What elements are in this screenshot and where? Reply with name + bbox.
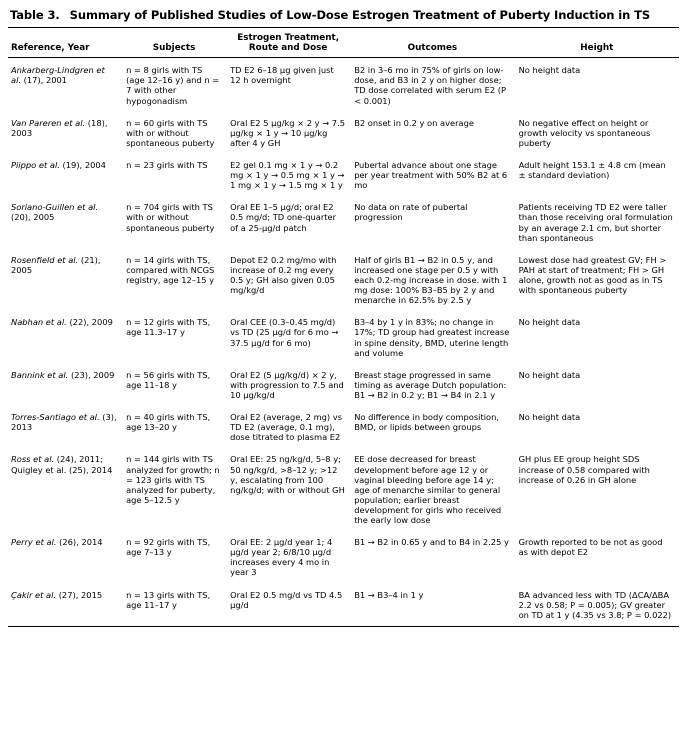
cell-reference — [8, 196, 122, 248]
reference-year: (20), 2005 — [11, 212, 55, 223]
column-header-reference: Reference, Year — [8, 28, 122, 58]
cell-outcomes: B3–4 by 1 y in 83%; no change in 17%; TD group had greatest increase in spine density, BMD, uterine length and volume — [354, 317, 510, 358]
cell-subjects: n = 13 girls with TS, age 11–17 y — [126, 589, 211, 610]
table-row — [8, 311, 679, 363]
cell-subjects: n = 23 girls with TS — [126, 159, 208, 170]
cell-height: GH plus EE group height SDS increase of 0.58 compared with increase of 0.26 in GH alone — [518, 454, 650, 485]
table-bottom-rule — [8, 626, 679, 627]
column-header-treatment-line1: Estrogen Treatment, — [237, 33, 340, 43]
table-row — [8, 531, 679, 583]
table-row — [8, 406, 679, 448]
cell-height: BA advanced less with TD (ΔCA/ΔBA 2.2 vs 0.58; P = 0.005); GV greater on TD at 1 y (4.35 vs 3.8; P = 0.022) — [518, 589, 672, 620]
cell-outcomes: B1 → B2 in 0.65 y and to B4 in 2.25 y — [354, 537, 509, 548]
cell-height: Patients receiving TD E2 were taller than those receiving oral formulation by an average 2.1 cm, but shorter than spontaneous — [518, 202, 673, 243]
table-row — [8, 196, 679, 248]
cell-treatment: TD E2 6–18 μg given just 12 h overnight — [230, 65, 334, 86]
cell-reference — [8, 58, 122, 112]
reference-authors: Torres-Santiago et al. — [11, 412, 100, 423]
reference-authors: Soriano-Guillen et al. — [11, 202, 99, 213]
reference-authors: Nabhan et al. — [11, 317, 67, 328]
cell-reference — [8, 584, 122, 626]
cell-treatment: Oral EE: 2 μg/d year 1; 4 μg/d year 2; 6/8/10 μg/d increases every 4 mo in year 3 — [230, 537, 333, 578]
cell-reference — [8, 364, 122, 406]
cell-subjects: n = 60 girls with TS with or without spontaneous puberty — [126, 117, 215, 148]
cell-reference — [8, 112, 122, 154]
reference-year: (22), 2009 — [66, 317, 113, 328]
cell-height: No height data — [518, 369, 581, 380]
cell-outcomes: EE dose decreased for breast development before age 12 y or vaginal bleeding before age 14 y; age of menarche similar to general population; earlier breast development for girls who received the early low dose — [354, 454, 502, 526]
cell-treatment: E2 gel 0.1 mg × 1 y → 0.2 mg × 1 y → 0.5 mg × 1 y → 1 mg × 1 y → 1.5 mg × 1 y — [230, 159, 345, 191]
cell-outcomes: Half of girls B1 → B2 in 0.5 y, and increased one stage per 0.5 y with each 0.2-mg increase in dose. with 1 mg dose: 100% B3–B5 by 2 y and menarche in 62.5% by 2.5 y — [354, 254, 508, 306]
cell-outcomes: Pubertal advance about one stage per year treatment with 50% B2 at 6 mo — [354, 159, 508, 191]
reference-year: (17), 2001 — [21, 75, 68, 86]
column-header-treatment-line2: Route and Dose — [248, 43, 328, 54]
cell-reference — [8, 531, 122, 583]
cell-subjects: n = 92 girls with TS, age 7–13 y — [126, 537, 211, 558]
table-caption — [8, 6, 679, 28]
cell-outcomes: B2 in 3–6 mo in 75% of girls on low-dose, and B3 in 2 y on higher dose; TD dose correlated with serum E2 (P < 0.001) — [354, 65, 507, 106]
cell-reference — [8, 249, 122, 312]
cell-subjects: n = 12 girls with TS, age 11.3–17 y — [126, 317, 211, 338]
reference-year: (3), 2013 — [11, 412, 117, 433]
reference-year: (27), 2015 — [56, 589, 103, 600]
cell-subjects: n = 144 girls with TS analyzed for growth; n = 123 girls with TS analyzed for puberty, age 5–12.5 y — [126, 454, 220, 505]
reference-authors: Perry et al. — [11, 537, 57, 548]
cell-height: No height data — [518, 317, 581, 328]
cell-treatment: Oral E2 (average, 2 mg) vs TD E2 (average, 0.1 mg), dose titrated to plasma E2 — [230, 412, 343, 443]
table-row — [8, 448, 679, 531]
cell-reference — [8, 406, 122, 448]
table-body — [8, 58, 679, 626]
cell-subjects: n = 704 girls with TS with or without spontaneous puberty — [126, 202, 215, 233]
reference-year: (23), 2009 — [68, 369, 115, 380]
cell-outcomes: B1 → B3–4 in 1 y — [354, 589, 424, 600]
cell-treatment: Depot E2 0.2 mg/mo with increase of 0.2 mg every 0.5 y; GH also given 0.05 mg/kg/d — [230, 254, 337, 296]
cell-height: No height data — [518, 412, 581, 423]
cell-reference — [8, 154, 122, 196]
column-header-height: Height — [515, 28, 679, 58]
cell-treatment: Oral E2 0.5 mg/d vs TD 4.5 μg/d — [230, 589, 343, 610]
table-row — [8, 249, 679, 312]
reference-year: (26), 2014 — [56, 537, 103, 548]
reference-year: (18), 2003 — [11, 117, 108, 138]
reference-authors: Van Pareren et al. — [11, 117, 86, 128]
table-row — [8, 112, 679, 154]
cell-height: No negative effect on height or growth velocity vs spontaneous puberty — [518, 117, 651, 148]
cell-height: Adult height 153.1 ± 4.8 cm (mean ± standard deviation) — [518, 159, 666, 181]
reference-authors: Rosenfield et al. — [11, 254, 79, 265]
cell-outcomes: Breast stage progressed in same timing as average Dutch population: B1 → B2 in 0.2 y; B1 → B4 in 2.1 y — [354, 369, 507, 400]
cell-treatment: Oral E2 (5 μg/kg/d) × 2 y, with progression to 7.5 and 10 μg/kg/d — [230, 369, 344, 400]
cell-treatment: Oral EE 1–5 μg/d; oral E2 0.5 mg/d; TD one-quarter of a 25-μg/d patch — [230, 202, 337, 233]
cell-height: Growth reported to be not as good as with depot E2 — [518, 537, 663, 558]
reference-year: (21), 2005 — [11, 254, 101, 275]
cell-reference — [8, 448, 122, 531]
reference-authors: Çakir et al. — [11, 589, 57, 600]
cell-treatment: Oral E2 5 μg/kg × 2 y → 7.5 μg/kg × 1 y → 10 μg/kg after 4 y GH — [230, 117, 345, 148]
table-header — [8, 28, 679, 58]
studies-table — [8, 28, 679, 626]
cell-subjects: n = 56 girls with TS, age 11–18 y — [126, 369, 211, 390]
reference-authors: Ankarberg-Lindgren et al. — [11, 65, 105, 86]
table-row — [8, 584, 679, 626]
cell-outcomes: B2 onset in 0.2 y on average — [354, 117, 474, 128]
cell-height: Lowest dose had greatest GV; FH > PAH at start of treatment; FH > GH alone, growth not as good as in TS with spontaneous puberty — [518, 254, 667, 296]
cell-treatment: Oral EE: 25 ng/kg/d, 5–8 y; 50 ng/kg/d, >8–12 y; >12 y, escalating from 100 ng/kg/d; with or without GH — [230, 454, 345, 495]
table-row — [8, 58, 679, 112]
cell-subjects: n = 14 girls with TS, compared with NCGS registry, age 12–15 y — [126, 254, 215, 285]
column-header-treatment — [226, 28, 350, 58]
reference-authors: Piippo et al. — [11, 159, 60, 170]
reference-year: (19), 2004 — [59, 159, 106, 170]
cell-reference — [8, 311, 122, 363]
table-row — [8, 154, 679, 196]
cell-outcomes: No difference in body composition, BMD, or lipids between groups — [354, 412, 499, 433]
column-header-outcomes: Outcomes — [350, 28, 514, 58]
cell-height: No height data — [518, 65, 581, 76]
cell-treatment: Oral CEE (0.3–0.45 mg/d) vs TD (25 μg/d for 6 mo → 37.5 μg/d for 6 mo) — [230, 317, 339, 348]
table-caption-text: Summary of Published Studies of Low-Dose Estrogen Treatment of Puberty Induction in TS — [69, 8, 651, 22]
table-caption-label: Table 3. — [10, 8, 60, 22]
cell-subjects: n = 8 girls with TS (age 12–16 y) and n = 7 with other hypogonadism — [126, 65, 220, 106]
reference-year: (24), 2011; Quigley et al. (25), 2014 — [11, 454, 113, 475]
header-row — [8, 28, 679, 58]
cell-subjects: n = 40 girls with TS, age 13–20 y — [126, 412, 211, 433]
table-row — [8, 364, 679, 406]
column-header-subjects: Subjects — [122, 28, 226, 58]
reference-authors: Bannink et al. — [11, 369, 69, 380]
cell-outcomes: No data on rate of pubertal progression — [354, 202, 468, 223]
reference-authors: Ross et al. — [11, 454, 55, 465]
